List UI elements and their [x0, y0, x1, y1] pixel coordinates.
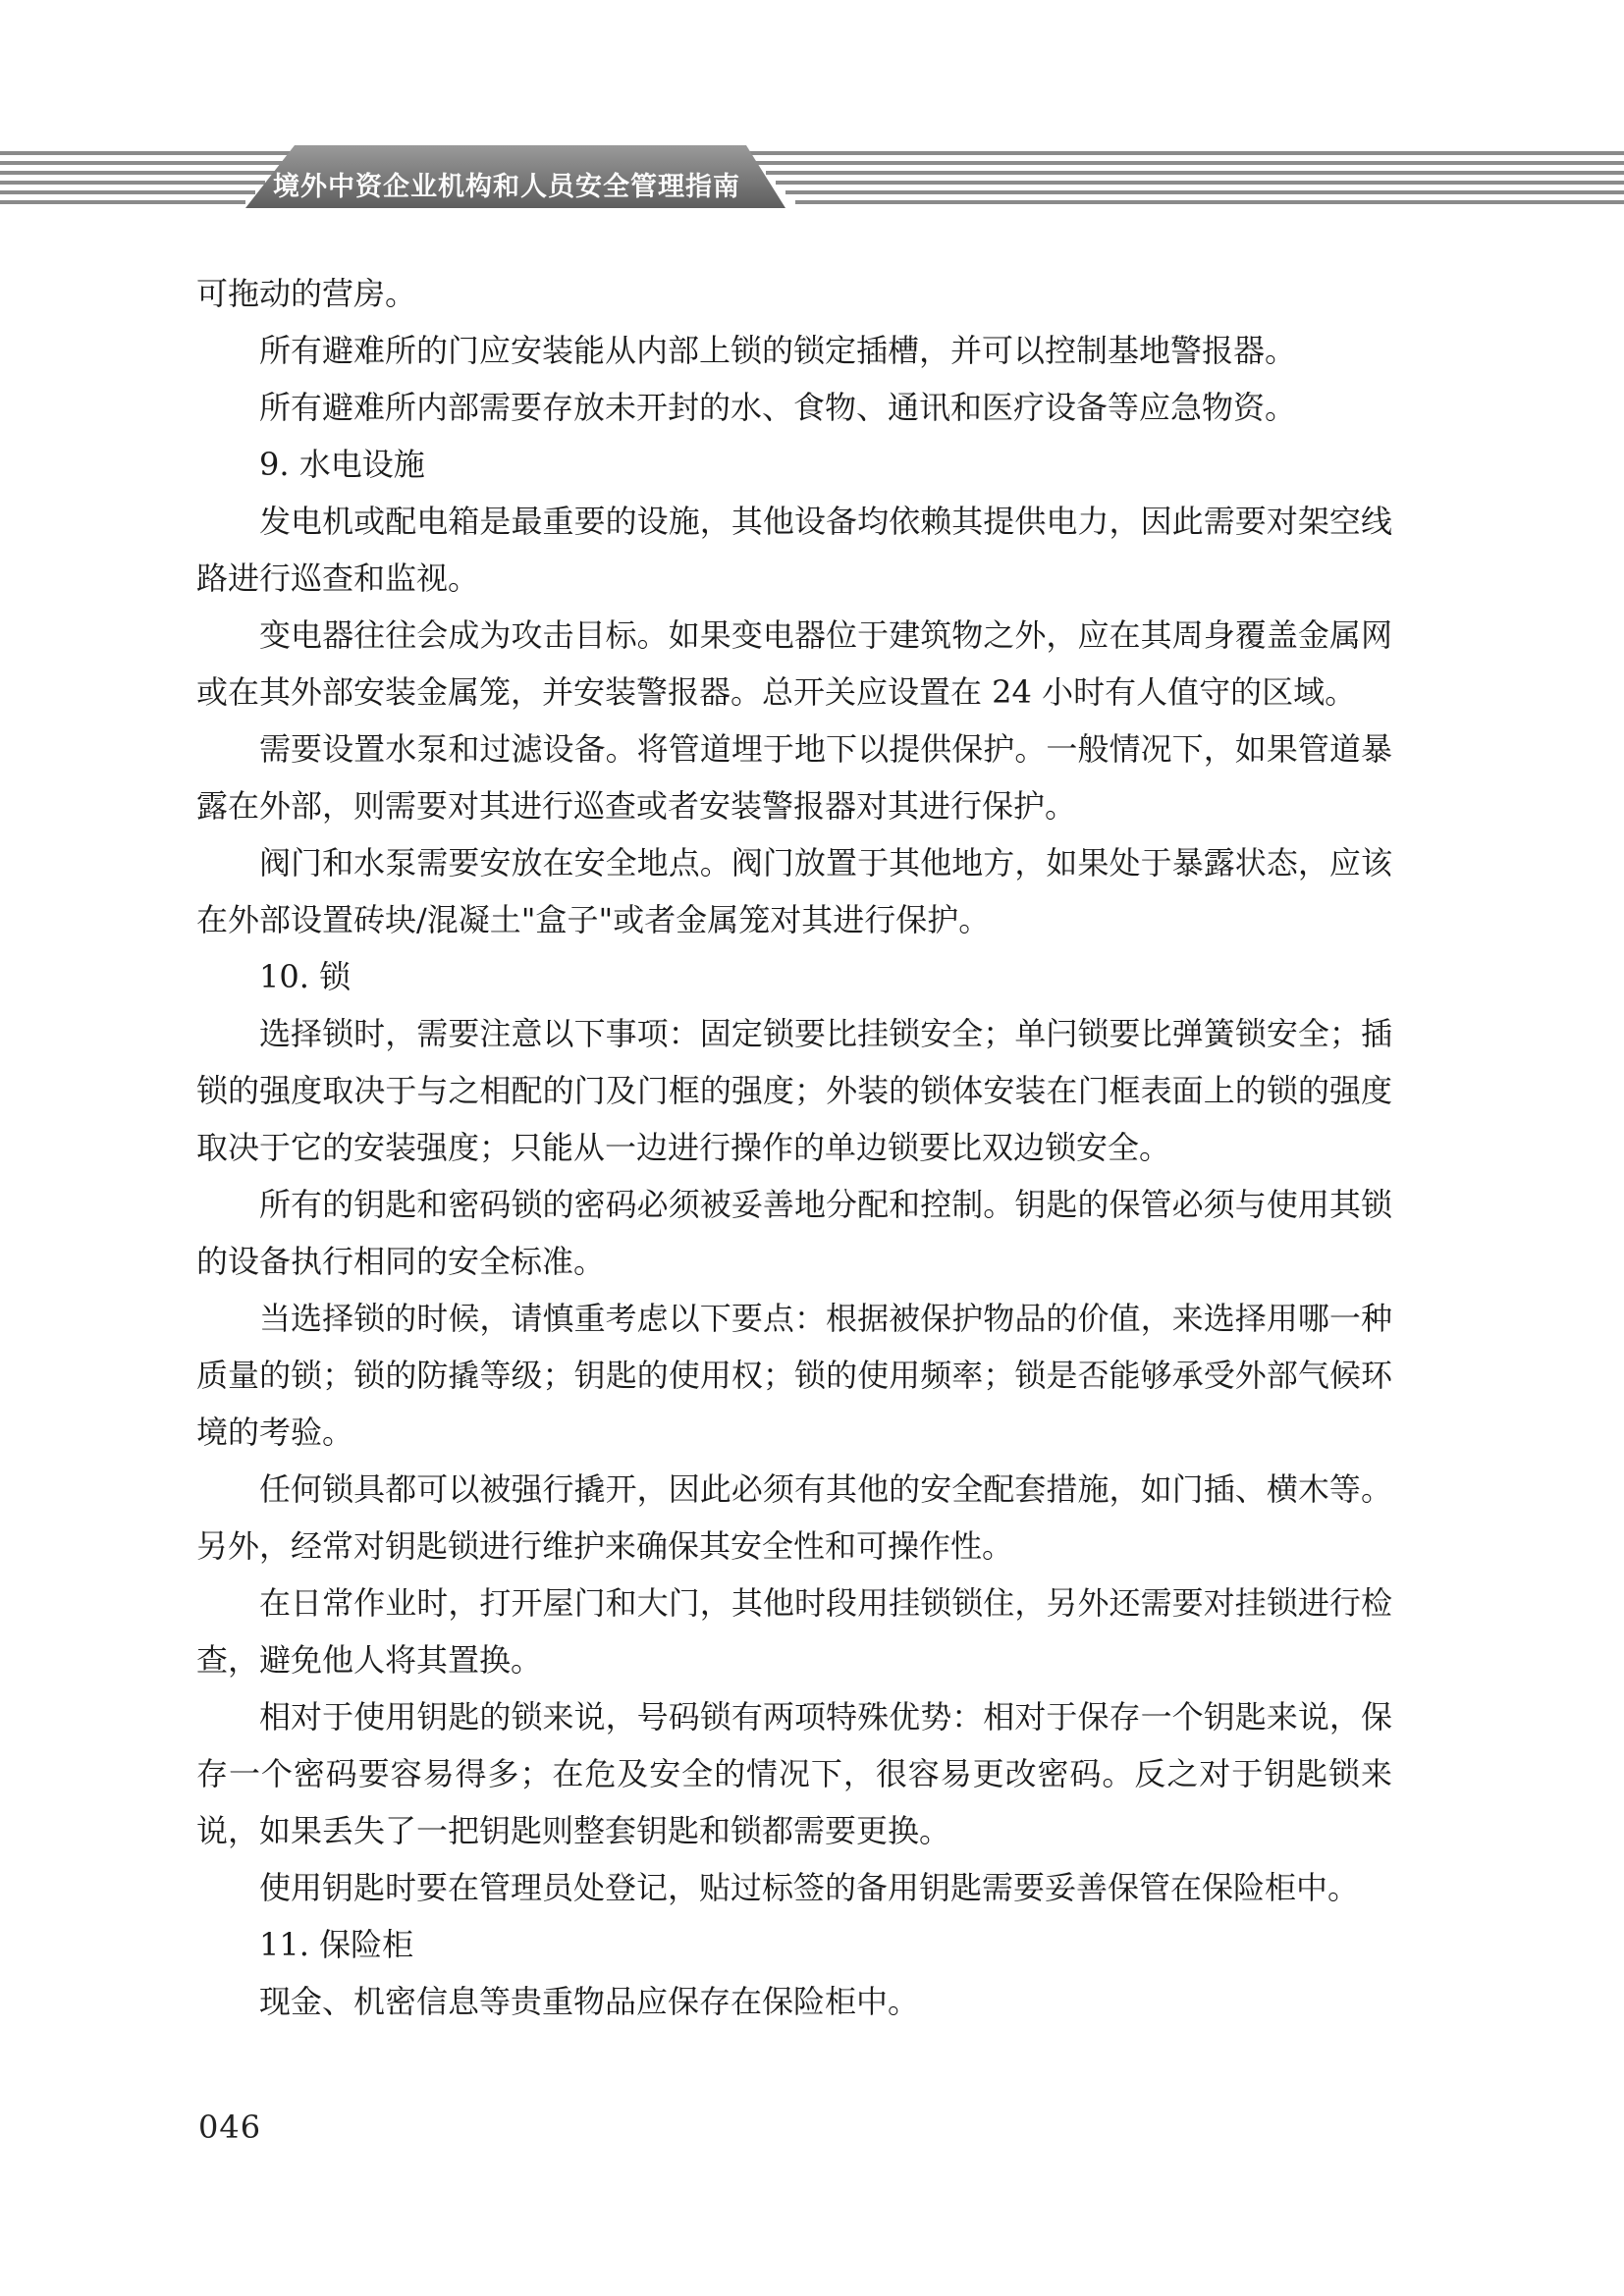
page-number: 046 [198, 2109, 262, 2146]
paragraph: 所有的钥匙和密码锁的密码必须被妥善地分配和控制。钥匙的保管必须与使用其锁的设备执行相同的安全标准。 [196, 1186, 1392, 1280]
paragraph: 使用钥匙时要在管理员处登记，贴过标签的备用钥匙需要妥善保管在保险柜中。 [259, 1869, 1360, 1906]
paragraph: 任何锁具都可以被强行撬开，因此必须有其他的安全配套措施，如门插、横木等。另外，经常对钥匙锁进行维护来确保其安全性和可操作性。 [196, 1470, 1392, 1565]
running-header-title: 境外中资企业机构和人员安全管理指南 [273, 172, 740, 202]
paragraph: 9. 水电设施 [259, 446, 425, 483]
paragraph: 现金、机密信息等贵重物品应保存在保险柜中。 [259, 1983, 920, 2020]
paragraph: 11. 保险柜 [259, 1926, 414, 1963]
paragraph: 所有避难所的门应安装能从内部上锁的锁定插槽，并可以控制基地警报器。 [259, 332, 1297, 369]
paragraph: 变电器往往会成为攻击目标。如果变电器位于建筑物之外，应在其周身覆盖金属网或在其外部安装金属笼，并安装警报器。总开关应设置在 24 小时有人值守的区域。 [196, 616, 1392, 711]
paragraph: 10. 锁 [259, 958, 352, 995]
paragraph: 发电机或配电箱是最重要的设施，其他设备均依赖其提供电力，因此需要对架空线路进行巡查和监视。 [196, 503, 1392, 597]
paragraph: 当选择锁的时候，请慎重考虑以下要点：根据被保护物品的价值，来选择用哪一种质量的锁；锁的防撬等级；钥匙的使用权；锁的使用频率；锁是否能够承受外部气候环境的考验。 [196, 1300, 1392, 1451]
paragraph: 在日常作业时，打开屋门和大门，其他时段用挂锁锁住，另外还需要对挂锁进行检查，避免他人将其置换。 [196, 1584, 1392, 1679]
paragraph: 需要设置水泵和过滤设备。将管道埋于地下以提供保护。一般情况下，如果管道暴露在外部，则需要对其进行巡查或者安装警报器对其进行保护。 [196, 730, 1392, 825]
paragraph: 相对于使用钥匙的锁来说，号码锁有两项特殊优势：相对于保存一个钥匙来说，保存一个密码要容易得多；在危及安全的情况下，很容易更改密码。反之对于钥匙锁来说，如果丢失了一把钥匙则整套钥匙和锁都需要更换。 [196, 1698, 1392, 1849]
header-stripes-graphic [0, 145, 1624, 208]
paragraph: 选择锁时，需要注意以下事项：固定锁要比挂锁安全；单闩锁要比弹簧锁安全；插锁的强度取决于与之相配的门及门框的强度；外装的锁体安装在门框表面上的锁的强度取决于它的安装强度；只能从一边进行操作的单边锁要比双边锁安全。 [196, 1015, 1392, 1166]
paragraph: 可拖动的营房。 [196, 275, 417, 312]
paragraph: 阀门和水泵需要安放在安全地点。阀门放置于其他地方，如果处于暴露状态，应该在外部设置砖块/混凝土"盒子"或者金属笼对其进行保护。 [196, 844, 1392, 938]
header-band [0, 145, 1624, 208]
paragraph: 所有避难所内部需要存放未开封的水、食物、通讯和医疗设备等应急物资。 [259, 389, 1297, 426]
body-text [196, 265, 1392, 2030]
